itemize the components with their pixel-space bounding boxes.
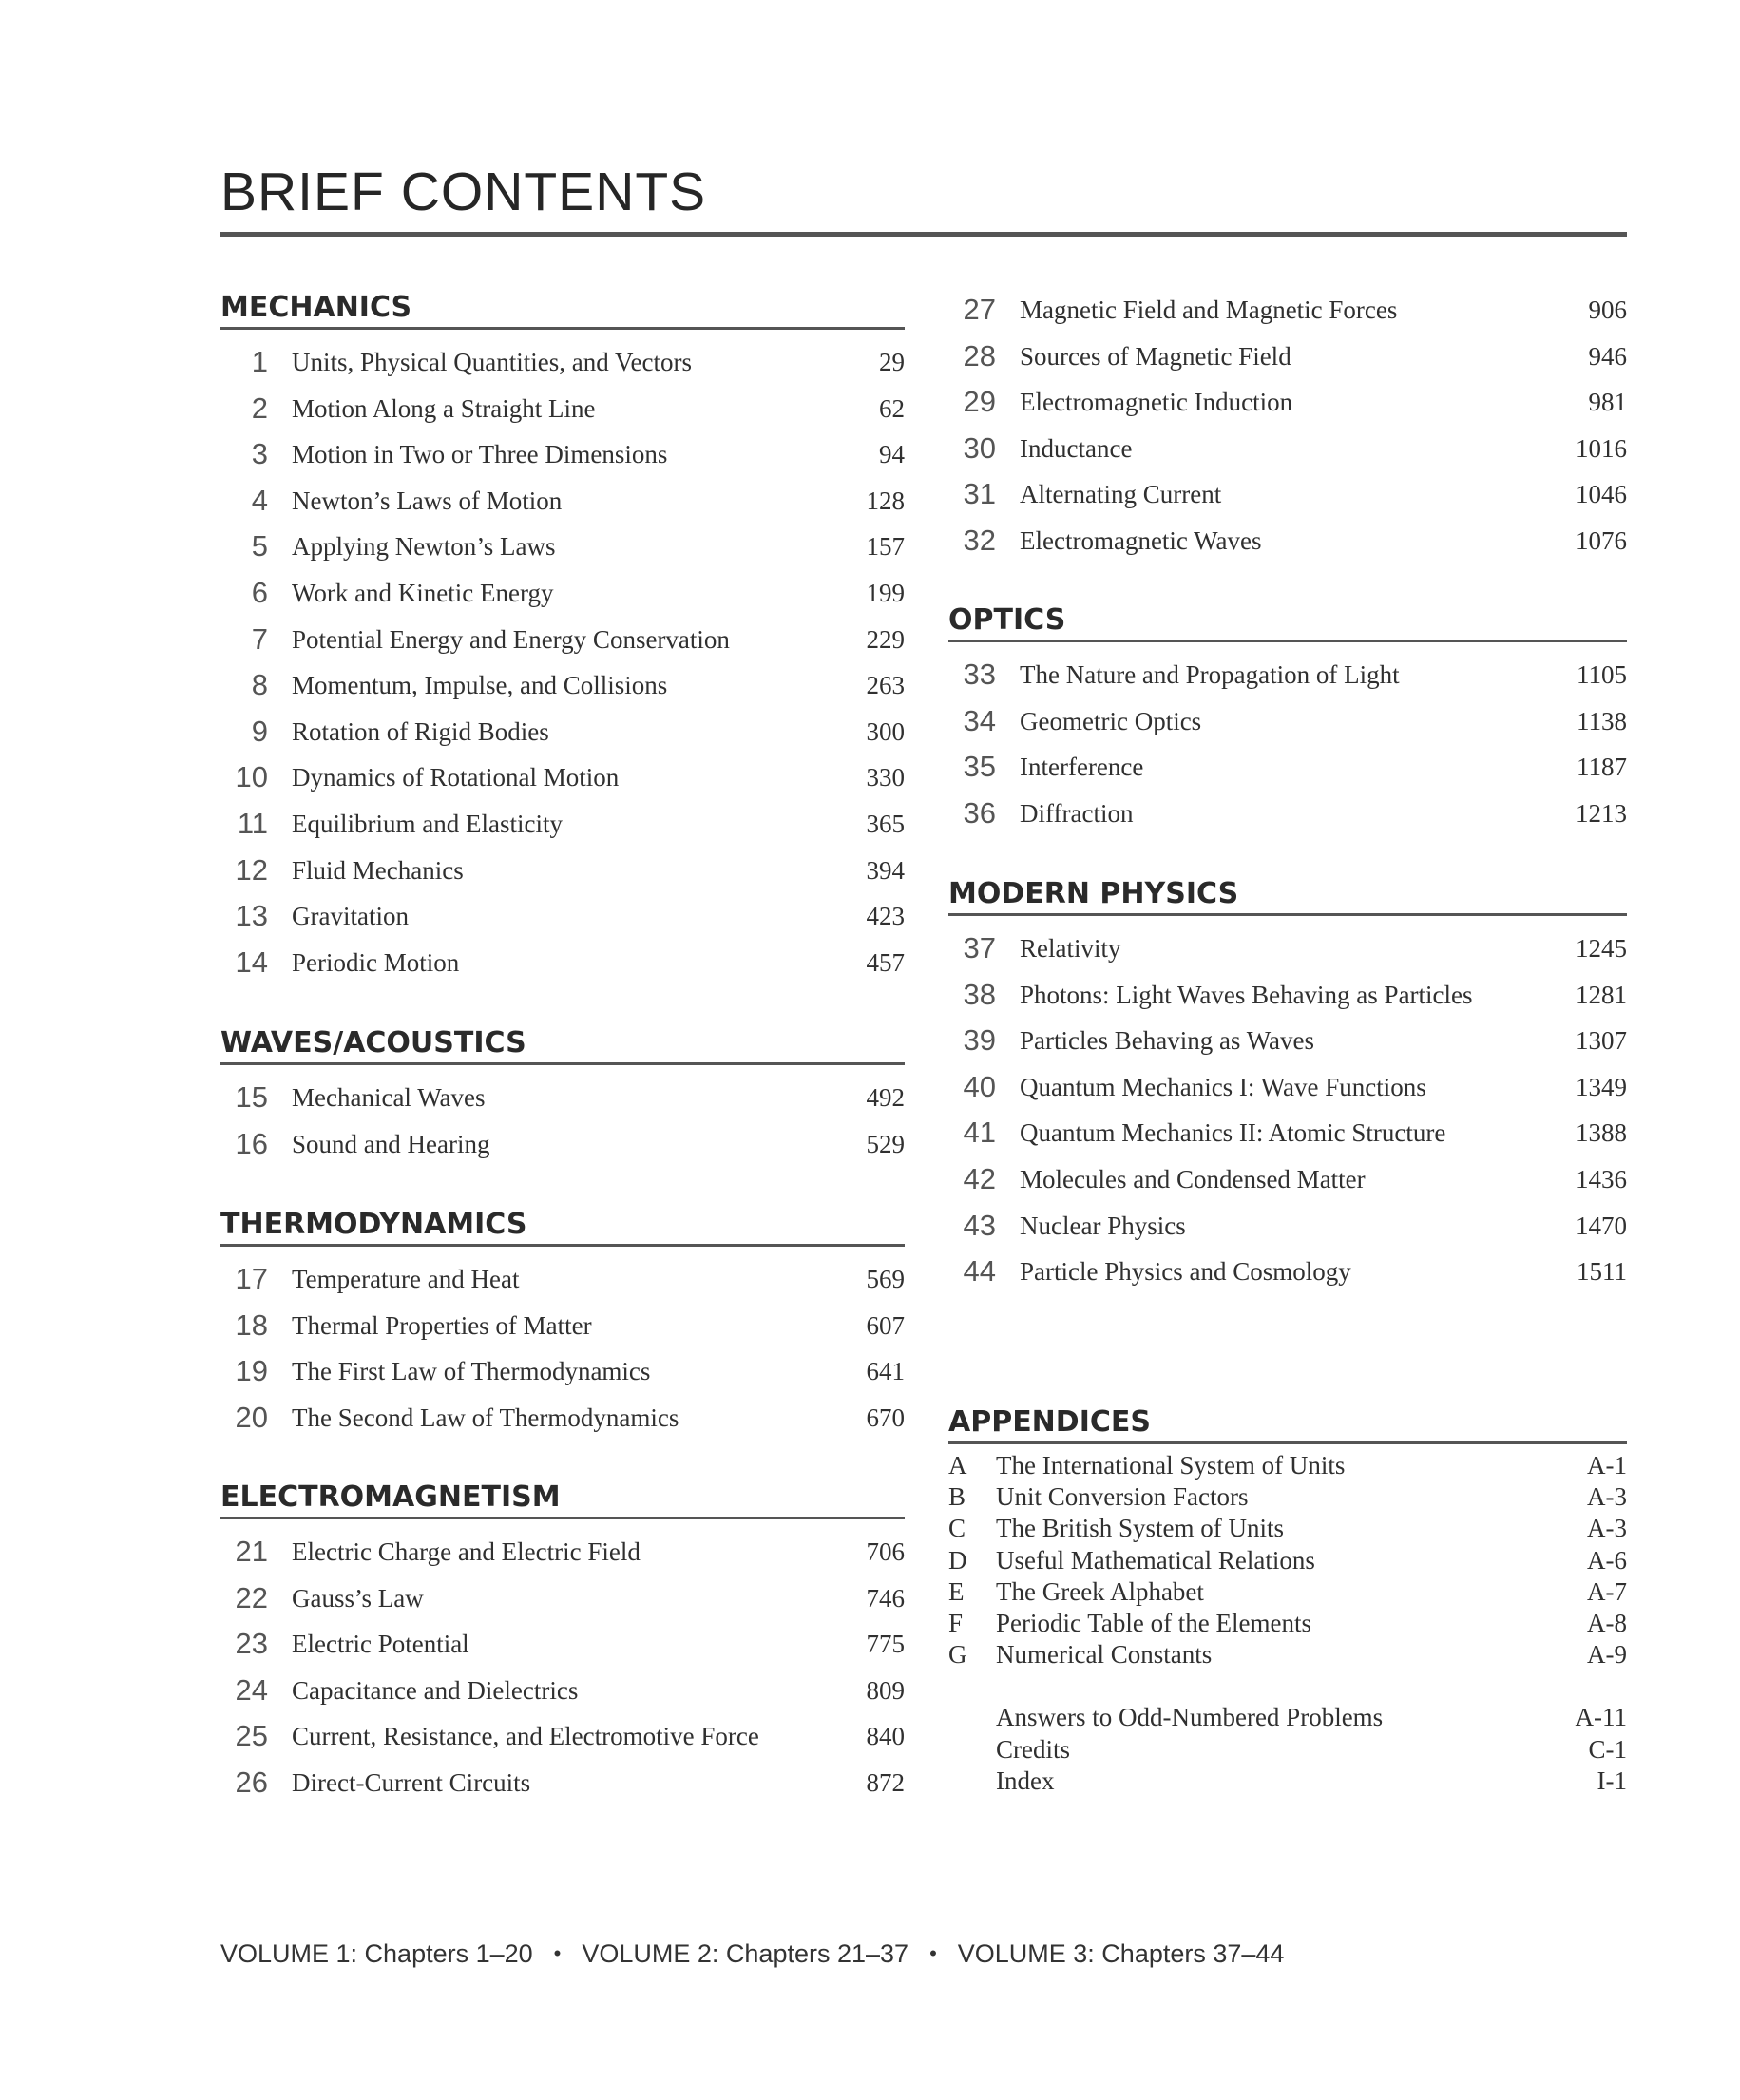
chapter-number: 19 (235, 1354, 268, 1388)
chapter-page: 706 (866, 1537, 905, 1566)
section-rule (220, 1244, 905, 1247)
chapter-title: Motion Along a Straight Line (292, 393, 596, 423)
chapter-title: Particles Behaving as Waves (1020, 1026, 1314, 1056)
chapter-title: Equilibrium and Elasticity (292, 809, 563, 838)
section-heading: MODERN PHYSICS (948, 877, 1239, 910)
chapter-title: Interference (1020, 753, 1144, 782)
chapter-page: 29 (879, 348, 905, 376)
chapter-row (948, 287, 1627, 334)
volume-2-label: VOLUME 2: Chapters 21–37 (582, 1939, 909, 1968)
chapter-page: 94 (879, 440, 905, 469)
section-waves-acoustics (220, 1024, 905, 1167)
chapter-title: Electric Charge and Electric Field (292, 1537, 641, 1566)
chapter-number: 41 (963, 1116, 996, 1150)
appendix-title: The Greek Alphabet (996, 1576, 1204, 1606)
chapter-number: 10 (235, 760, 268, 794)
chapter-number: 13 (235, 899, 268, 933)
chapter-number: 33 (963, 658, 996, 691)
chapter-row (948, 972, 1627, 1019)
appendix-row (948, 1513, 1627, 1544)
chapter-page: 457 (866, 947, 905, 977)
volume-3-label: VOLUME 3: Chapters 37–44 (957, 1939, 1285, 1968)
chapter-number: 37 (963, 931, 996, 964)
chapter-title: Inductance (1020, 433, 1133, 463)
chapter-title: Current, Resistance, and Electromotive Force (292, 1722, 759, 1751)
chapter-row (220, 570, 905, 617)
chapter-page: 1349 (1576, 1072, 1627, 1101)
chapter-number: 2 (251, 391, 268, 425)
chapter-number: 6 (251, 575, 268, 609)
section-mechanics (220, 289, 905, 985)
chapter-number: 11 (237, 806, 268, 840)
section-rule (948, 1441, 1627, 1444)
back-matter-title: Answers to Odd-Numbered Problems (996, 1703, 1384, 1732)
bullet-separator: • (553, 1941, 562, 1965)
chapter-page: 128 (866, 486, 905, 515)
back-matter-title: Index (996, 1766, 1055, 1795)
chapter-number: 34 (963, 703, 996, 737)
chapter-number: 1 (251, 345, 268, 378)
chapter-page: 492 (866, 1083, 905, 1112)
chapter-page: 946 (1588, 341, 1627, 371)
chapter-title: The Second Law of Thermodynamics (292, 1403, 679, 1432)
chapter-row (220, 478, 905, 525)
appendix-list (948, 1450, 1627, 1670)
chapter-page: 569 (866, 1265, 905, 1293)
chapter-row (220, 1121, 905, 1168)
chapter-page: 1105 (1577, 660, 1627, 689)
chapter-list (948, 287, 1627, 564)
chapter-title: Momentum, Impulse, and Collisions (292, 671, 668, 700)
chapter-page: 263 (866, 671, 905, 700)
chapter-number: 5 (251, 529, 268, 563)
chapter-list (220, 1075, 905, 1167)
appendix-page: A-8 (1587, 1608, 1627, 1637)
chapter-title: Rotation of Rigid Bodies (292, 716, 549, 746)
chapter-page: 62 (879, 393, 905, 423)
chapter-row (220, 1303, 905, 1349)
chapter-title: Geometric Optics (1020, 706, 1202, 735)
chapter-page: 330 (866, 763, 905, 792)
chapter-title: Work and Kinetic Energy (292, 578, 554, 607)
chapter-page: 1138 (1577, 706, 1627, 735)
chapter-number: 22 (235, 1580, 268, 1614)
section-rule (220, 327, 905, 330)
chapter-title: Nuclear Physics (1020, 1211, 1186, 1240)
chapter-number: 16 (235, 1126, 268, 1160)
bullet-separator: • (929, 1941, 937, 1965)
chapter-number: 44 (963, 1254, 996, 1289)
appendix-title: The International System of Units (996, 1451, 1346, 1480)
back-matter-row (948, 1702, 1627, 1733)
appendix-row (948, 1450, 1627, 1481)
chapter-number: 31 (963, 477, 996, 511)
section-electromagnetism-continued (948, 287, 1627, 564)
chapter-page: 1046 (1576, 480, 1627, 509)
volume-footer (220, 1937, 1284, 1971)
appendix-page: A-9 (1587, 1640, 1627, 1670)
chapter-number: 28 (963, 338, 996, 372)
appendix-title: The British System of Units (996, 1514, 1284, 1543)
chapter-row (948, 1018, 1627, 1064)
chapter-row (948, 744, 1627, 791)
appendix-page: A-6 (1587, 1545, 1627, 1575)
appendix-letter: D (948, 1545, 967, 1575)
chapter-title: Potential Energy and Energy Conservation (292, 624, 730, 654)
appendix-row (948, 1639, 1627, 1670)
chapter-row (220, 662, 905, 709)
chapter-list (948, 926, 1627, 1295)
chapter-number: 8 (251, 668, 268, 702)
chapter-list (220, 1256, 905, 1441)
chapter-page: 746 (866, 1583, 905, 1613)
chapter-page: 529 (866, 1129, 905, 1158)
appendix-page: A-3 (1587, 1514, 1627, 1543)
chapter-title: Electric Potential (292, 1630, 469, 1659)
section-heading: WAVES/ACOUSTICS (220, 1026, 526, 1060)
chapter-page: 1281 (1576, 980, 1627, 1009)
appendix-letter: F (948, 1608, 964, 1637)
chapter-page: 809 (866, 1675, 905, 1705)
back-matter-page: I-1 (1597, 1766, 1627, 1795)
chapter-number: 14 (235, 945, 268, 979)
section-rule (220, 1062, 905, 1065)
section-thermodynamics (220, 1206, 905, 1441)
chapter-number: 27 (963, 293, 996, 326)
chapter-number: 20 (235, 1400, 268, 1434)
section-modern-physics (948, 875, 1627, 1295)
chapter-number: 29 (963, 385, 996, 419)
page-title: BRIEF CONTENTS (220, 162, 707, 222)
chapter-row (220, 893, 905, 940)
section-heading: OPTICS (948, 603, 1066, 637)
chapter-row (220, 386, 905, 432)
title-rule (220, 232, 1627, 237)
chapter-page: 1511 (1577, 1257, 1627, 1287)
chapter-row (948, 426, 1627, 472)
section-heading: ELECTROMAGNETISM (220, 1480, 561, 1514)
chapter-number: 4 (251, 483, 268, 517)
chapter-number: 43 (963, 1208, 996, 1242)
appendix-row (948, 1481, 1627, 1513)
chapter-row (220, 940, 905, 986)
chapter-title: Quantum Mechanics II: Atomic Structure (1020, 1118, 1446, 1148)
back-matter-row (948, 1734, 1627, 1766)
chapter-title: Sources of Magnetic Field (1020, 341, 1291, 371)
chapter-number: 3 (251, 437, 268, 471)
chapter-row (220, 1395, 905, 1441)
chapter-page: 981 (1588, 388, 1627, 417)
section-heading: APPENDICES (948, 1405, 1151, 1439)
chapter-title: The First Law of Thermodynamics (292, 1357, 651, 1386)
section-electromagnetism (220, 1479, 905, 1806)
chapter-row (220, 1668, 905, 1714)
chapter-page: 906 (1588, 296, 1627, 324)
appendix-page: A-3 (1587, 1482, 1627, 1512)
chapter-page: 157 (866, 532, 905, 562)
chapter-title: Capacitance and Dielectrics (292, 1675, 579, 1705)
chapter-row (948, 1110, 1627, 1156)
chapter-page: 394 (866, 855, 905, 885)
chapter-row (948, 379, 1627, 426)
chapter-title: Molecules and Condensed Matter (1020, 1164, 1366, 1193)
back-matter-row (948, 1766, 1627, 1797)
chapter-title: Periodic Motion (292, 947, 460, 977)
chapter-row (948, 791, 1627, 837)
back-matter-page: A-11 (1575, 1703, 1627, 1732)
appendix-title: Useful Mathematical Relations (996, 1545, 1315, 1575)
chapter-row (220, 1713, 905, 1760)
chapter-list (948, 652, 1627, 836)
appendix-page: A-7 (1587, 1576, 1627, 1606)
back-matter-page: C-1 (1588, 1734, 1627, 1764)
chapter-title: Sound and Hearing (292, 1129, 490, 1158)
chapter-row (948, 471, 1627, 518)
chapter-page: 423 (866, 902, 905, 931)
chapter-title: Units, Physical Quantities, and Vectors (292, 348, 692, 376)
appendix-row (948, 1576, 1627, 1608)
chapter-row (220, 524, 905, 570)
section-heading: MECHANICS (220, 291, 412, 324)
appendix-letter: E (948, 1576, 965, 1606)
section-heading: THERMODYNAMICS (220, 1208, 527, 1241)
chapter-page: 670 (866, 1403, 905, 1432)
chapter-title: Newton’s Laws of Motion (292, 486, 563, 515)
volume-1-label: VOLUME 1: Chapters 1–20 (220, 1939, 533, 1968)
chapter-number: 40 (963, 1069, 996, 1103)
chapter-page: 1245 (1576, 934, 1627, 963)
chapter-row (220, 617, 905, 663)
chapter-row (948, 1249, 1627, 1295)
chapter-page: 641 (866, 1357, 905, 1386)
chapter-number: 21 (235, 1535, 268, 1568)
chapter-page: 872 (866, 1767, 905, 1797)
chapter-title: Fluid Mechanics (292, 855, 464, 885)
section-rule (220, 1517, 905, 1519)
chapter-title: Relativity (1020, 934, 1121, 963)
chapter-number: 15 (235, 1080, 268, 1114)
chapter-title: Applying Newton’s Laws (292, 532, 556, 562)
chapter-title: Electromagnetic Waves (1020, 525, 1262, 555)
chapter-page: 1470 (1576, 1211, 1627, 1240)
appendix-row (948, 1608, 1627, 1639)
chapter-page: 300 (866, 716, 905, 746)
chapter-title: Thermal Properties of Matter (292, 1310, 592, 1340)
chapter-number: 39 (963, 1023, 996, 1058)
chapter-number: 9 (251, 714, 268, 748)
chapter-row (948, 652, 1627, 698)
chapter-number: 12 (235, 852, 268, 887)
chapter-number: 26 (235, 1765, 268, 1799)
chapter-page: 1307 (1576, 1026, 1627, 1056)
chapter-page: 1213 (1576, 798, 1627, 828)
chapter-row (948, 1064, 1627, 1111)
chapter-title: Motion in Two or Three Dimensions (292, 440, 668, 469)
chapter-number: 7 (251, 621, 268, 656)
chapter-title: Magnetic Field and Magnetic Forces (1020, 296, 1398, 324)
chapter-title: Quantum Mechanics I: Wave Functions (1020, 1072, 1426, 1101)
chapter-number: 24 (235, 1672, 268, 1707)
chapter-row (220, 709, 905, 755)
chapter-page: 199 (866, 578, 905, 607)
chapter-title: Diffraction (1020, 798, 1134, 828)
chapter-number: 23 (235, 1627, 268, 1661)
chapter-page: 1076 (1576, 525, 1627, 555)
chapter-number: 30 (963, 430, 996, 465)
chapter-row (220, 1760, 905, 1806)
appendix-letter: B (948, 1482, 966, 1512)
chapter-row (220, 431, 905, 478)
chapter-row (220, 801, 905, 848)
chapter-title: Gauss’s Law (292, 1583, 424, 1613)
appendix-letter: A (948, 1451, 967, 1480)
chapter-title: Electromagnetic Induction (1020, 388, 1293, 417)
chapter-title: Particle Physics and Cosmology (1020, 1257, 1351, 1287)
chapter-row (948, 1156, 1627, 1203)
chapter-row (220, 1575, 905, 1622)
chapter-number: 18 (235, 1308, 268, 1342)
appendix-row (948, 1545, 1627, 1576)
chapter-page: 1016 (1576, 433, 1627, 463)
chapter-page: 1388 (1576, 1118, 1627, 1148)
chapter-title: The Nature and Propagation of Light (1020, 660, 1400, 689)
chapter-number: 42 (963, 1161, 996, 1195)
chapter-row (220, 754, 905, 801)
chapter-row (220, 1621, 905, 1668)
chapter-row (948, 926, 1627, 972)
chapter-row (948, 334, 1627, 380)
chapter-list (220, 339, 905, 985)
section-appendices (948, 1403, 1627, 1797)
chapter-row (948, 518, 1627, 564)
chapter-row (220, 848, 905, 894)
chapter-page: 1436 (1576, 1164, 1627, 1193)
chapter-number: 38 (963, 977, 996, 1011)
chapter-title: Temperature and Heat (292, 1265, 520, 1293)
appendix-page: A-1 (1587, 1451, 1627, 1480)
chapter-title: Gravitation (292, 902, 409, 931)
chapter-row (220, 1348, 905, 1395)
chapter-title: Dynamics of Rotational Motion (292, 763, 620, 792)
chapter-number: 32 (963, 523, 996, 557)
chapter-row (220, 1256, 905, 1303)
appendix-letter: G (948, 1640, 967, 1670)
chapter-page: 229 (866, 624, 905, 654)
chapter-number: 17 (235, 1262, 268, 1295)
chapter-page: 775 (866, 1630, 905, 1659)
appendix-title: Numerical Constants (996, 1640, 1213, 1670)
back-matter-title: Credits (996, 1734, 1070, 1764)
chapter-page: 1187 (1577, 753, 1627, 782)
chapter-row (220, 1075, 905, 1121)
chapter-row (220, 339, 905, 386)
appendix-title: Unit Conversion Factors (996, 1482, 1249, 1512)
chapter-number: 35 (963, 750, 996, 784)
chapter-number: 36 (963, 795, 996, 830)
back-matter-list (948, 1702, 1627, 1797)
chapter-list (220, 1529, 905, 1806)
chapter-title: Mechanical Waves (292, 1083, 486, 1112)
chapter-title: Alternating Current (1020, 480, 1222, 509)
chapter-title: Photons: Light Waves Behaving as Particles (1020, 980, 1473, 1009)
chapter-page: 365 (866, 809, 905, 838)
chapter-row (948, 698, 1627, 745)
appendix-letter: C (948, 1514, 966, 1543)
chapter-number: 25 (235, 1719, 268, 1753)
chapter-page: 840 (866, 1722, 905, 1751)
section-rule (948, 913, 1627, 916)
appendix-title: Periodic Table of the Elements (996, 1608, 1312, 1637)
chapter-page: 607 (866, 1310, 905, 1340)
section-optics (948, 601, 1627, 836)
chapter-title: Direct-Current Circuits (292, 1767, 531, 1797)
section-rule (948, 640, 1627, 642)
chapter-row (220, 1529, 905, 1575)
chapter-row (948, 1203, 1627, 1250)
